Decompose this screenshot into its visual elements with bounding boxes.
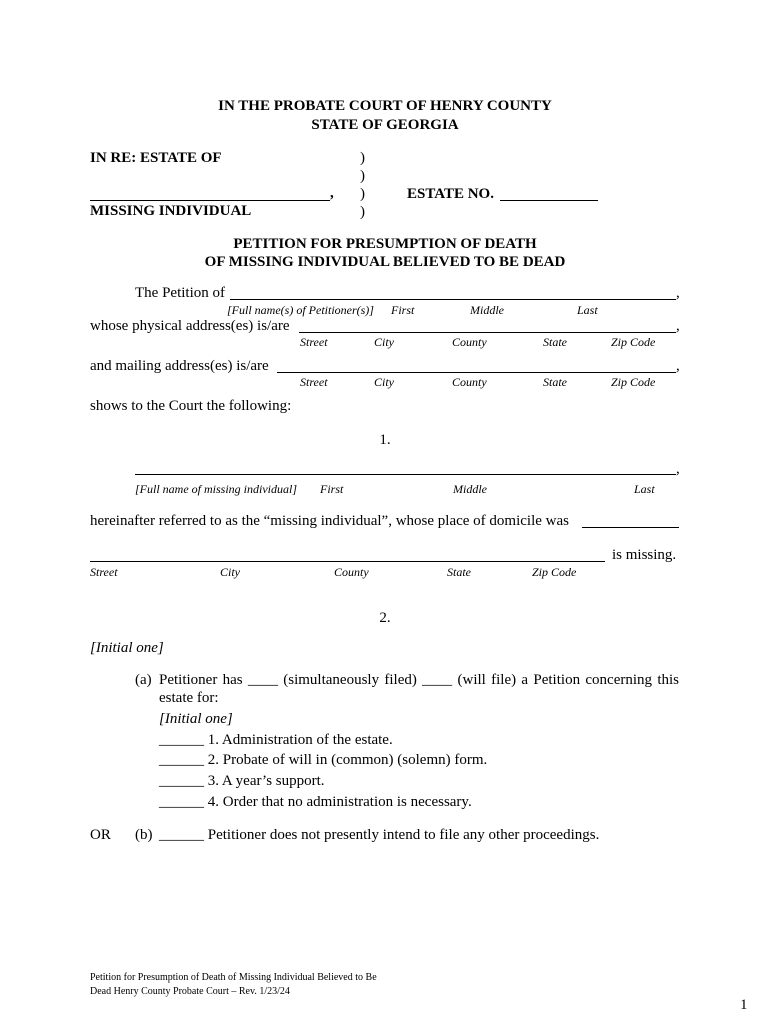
estate-no-line — [500, 200, 598, 201]
option-2: ______ 2. Probate of will in (common) (solemn) form. — [159, 752, 488, 768]
estate-name-comma: , — [330, 185, 334, 201]
sub-initial-one-label: [Initial one] — [159, 711, 233, 727]
court-heading: IN THE PROBATE COURT OF HENRY COUNTY — [218, 98, 552, 114]
petitioner-label-fullname: [Full name(s) of Petitioner(s)] — [227, 303, 374, 317]
missing-label-first: First — [320, 482, 344, 496]
address-label-city: City — [374, 335, 394, 349]
petition-title-line1: PETITION FOR PRESUMPTION OF DEATH — [233, 236, 537, 252]
footer-line1: Petition for Presumption of Death of Missing Individual Believed to Be — [90, 972, 377, 983]
or-label: OR — [90, 827, 111, 843]
address-label-state: State — [543, 335, 567, 349]
option-3: ______ 3. A year’s support. — [159, 773, 325, 789]
missing-label-last: Last — [634, 482, 655, 496]
is-missing-text: is missing. — [612, 547, 677, 563]
estate-no-label: ESTATE NO. — [407, 186, 494, 202]
option-b-text: ______ Petitioner does not presently intend to file any other proceedings. — [159, 827, 600, 843]
address-label-street: Street — [300, 375, 328, 389]
address-label-state: State — [543, 375, 567, 389]
petition-of-label: The Petition of — [135, 285, 225, 301]
mailing-address-line — [277, 372, 676, 373]
domicile-label-state: State — [447, 565, 471, 579]
mailing-address-label: and mailing address(es) is/are — [90, 358, 269, 374]
missing-individual-label: MISSING INDIVIDUAL — [90, 203, 252, 219]
caption-paren: ) — [360, 186, 365, 202]
state-heading: STATE OF GEORGIA — [311, 117, 459, 133]
option-b-label: (b) — [135, 827, 153, 843]
line-comma: , — [676, 461, 680, 477]
initial-one-label: [Initial one] — [90, 640, 164, 656]
hereinafter-text: hereinafter referred to as the “missing individual”, whose place of domicile was — [90, 513, 569, 529]
petitioner-label-first: First — [391, 303, 415, 317]
missing-individual-name-line — [135, 474, 676, 475]
physical-address-label: whose physical address(es) is/are — [90, 318, 290, 334]
petitioner-label-last: Last — [577, 303, 598, 317]
missing-label-fullname: [Full name of missing individual] — [135, 482, 297, 496]
address-label-city: City — [374, 375, 394, 389]
address-label-street: Street — [300, 335, 328, 349]
option-1: ______ 1. Administration of the estate. — [159, 732, 393, 748]
missing-label-middle: Middle — [453, 482, 487, 496]
address-label-county: County — [452, 335, 487, 349]
estate-name-line — [90, 200, 330, 201]
address-label-county: County — [452, 375, 487, 389]
address-label-zip: Zip Code — [611, 375, 656, 389]
option-a-text: Petitioner has ____ (simultaneously filed) ____ (will file) a Petition concerning this — [159, 672, 679, 688]
option-a-label: (a) — [135, 672, 152, 688]
section-1-number: 1. — [379, 432, 391, 448]
in-re-label: IN RE: ESTATE OF — [90, 150, 222, 166]
caption-paren: ) — [360, 150, 365, 166]
footer-line2: Dead Henry County Probate Court – Rev. 1/23/24 — [90, 986, 290, 997]
line-comma: , — [676, 285, 680, 301]
domicile-label-county: County — [334, 565, 369, 579]
domicile-label-street: Street — [90, 565, 118, 579]
section-2-number: 2. — [379, 610, 391, 626]
option-4: ______ 4. Order that no administration is necessary. — [159, 794, 472, 810]
petition-title-line2: OF MISSING INDIVIDUAL BELIEVED TO BE DEAD — [204, 254, 566, 270]
physical-address-line — [299, 332, 676, 333]
domicile-label-zip: Zip Code — [532, 565, 577, 579]
option-a-text-cont: estate for: — [159, 690, 219, 706]
domicile-label-city: City — [220, 565, 240, 579]
petitioner-label-middle: Middle — [470, 303, 504, 317]
address-label-zip: Zip Code — [611, 335, 656, 349]
domicile-line — [582, 527, 679, 528]
shows-to-court: shows to the Court the following: — [90, 398, 292, 414]
domicile-address-line — [90, 561, 605, 562]
caption-paren: ) — [360, 204, 365, 220]
petitioner-name-line — [230, 299, 676, 300]
line-comma: , — [676, 358, 680, 374]
caption-paren: ) — [360, 168, 365, 184]
line-comma: , — [676, 318, 680, 334]
page-number: 1 — [740, 997, 748, 1013]
